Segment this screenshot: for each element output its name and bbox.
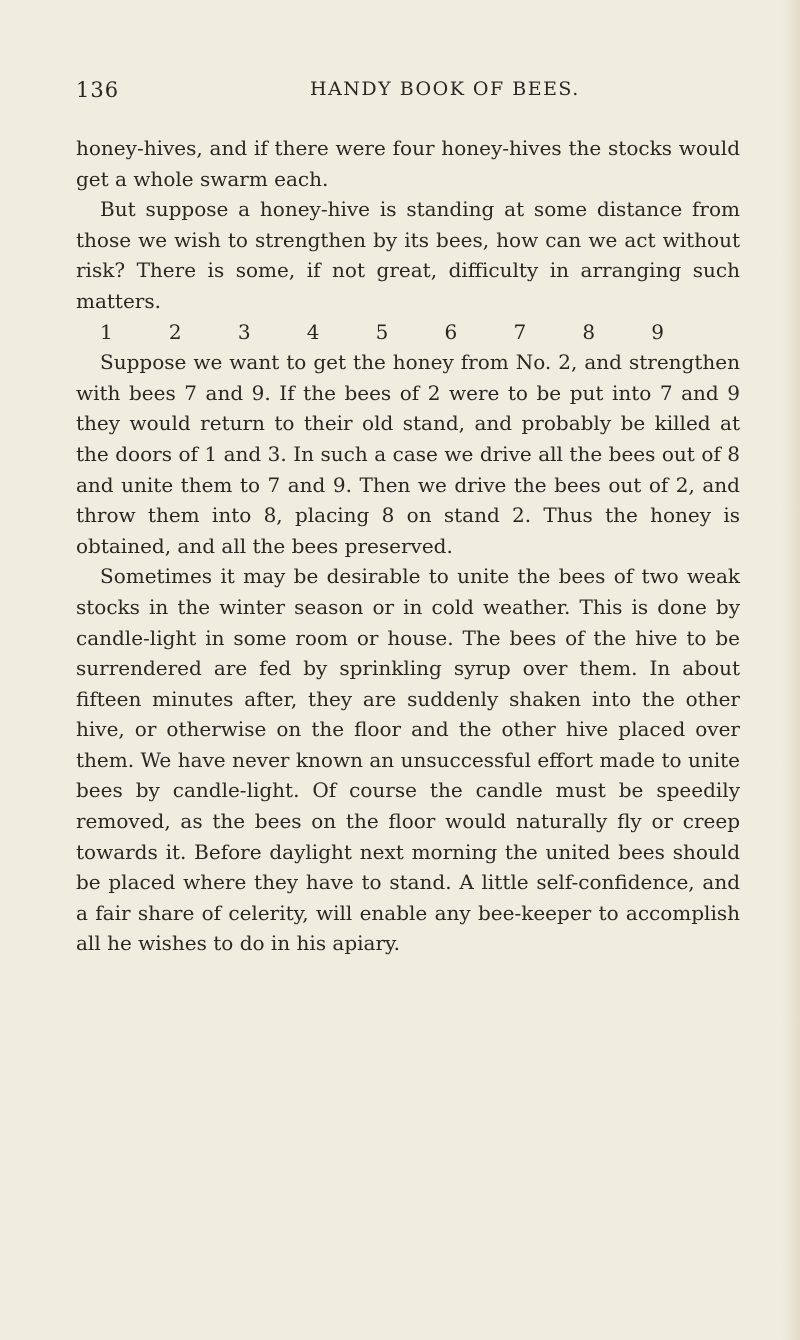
hive-number: 7 — [513, 319, 527, 344]
hive-number: 3 — [237, 319, 251, 344]
hive-number: 9 — [651, 319, 664, 344]
hive-number-row — [100, 317, 664, 348]
hive-number: 1 — [100, 319, 113, 344]
paragraph-1: honey-hives, and if there were four honey-hives the stocks would get a whole swarm each. — [76, 136, 740, 191]
paragraph-4: Sometimes it may be desirable to unite the bees of two weak stocks in the winter season or in cold weather. This is done by candle-light in some room or house. The bees of the hive to be surrendered are fed by sprinkling syrup over them. In about fifteen minutes after, they are suddenly shaken into the other hive, or otherwise on the floor and the other hive placed over them. We have never known an unsuccessful effort made to unite bees by candle-light. Of course the candle must be speedily removed, as the bees on the floor would naturally fly or creep towards it. Before daylight next morning the united bees should be placed where they have to stand. A little self-confidence, and a fair share of celerity, will enable any bee-keeper to accomplish all he wishes to do in his apiary. — [76, 564, 740, 956]
page-body — [76, 133, 740, 959]
paragraph-2: But suppose a honey-hive is standing at some distance from those we wish to strengthen by its bees, how can we act without risk? There is some, if not great, difficulty in arranging such matters. — [76, 197, 740, 313]
hive-number: 6 — [444, 319, 458, 344]
hive-number: 4 — [306, 319, 320, 344]
page-edge-shading — [782, 0, 800, 1340]
page-header — [76, 78, 736, 108]
page-number: 136 — [76, 78, 120, 102]
running-head: HANDY BOOK OF BEES. — [310, 78, 580, 100]
hive-number: 5 — [375, 319, 389, 344]
hive-number: 2 — [168, 319, 182, 344]
paragraph-3: Suppose we want to get the honey from No. 2, and strengthen with bees 7 and 9. If the bees of 2 were to be put into 7 and 9 they would return to their old stand, and probably be killed at the doors of 1 and 3. In such a case we drive all the bees out of 8 and unite them to 7 and 9. Then we drive the bees out of 2, and throw them into 8, placing 8 on stand 2. Thus the honey is obtained, and all the bees preserved. — [76, 350, 740, 558]
hive-number: 8 — [582, 319, 596, 344]
